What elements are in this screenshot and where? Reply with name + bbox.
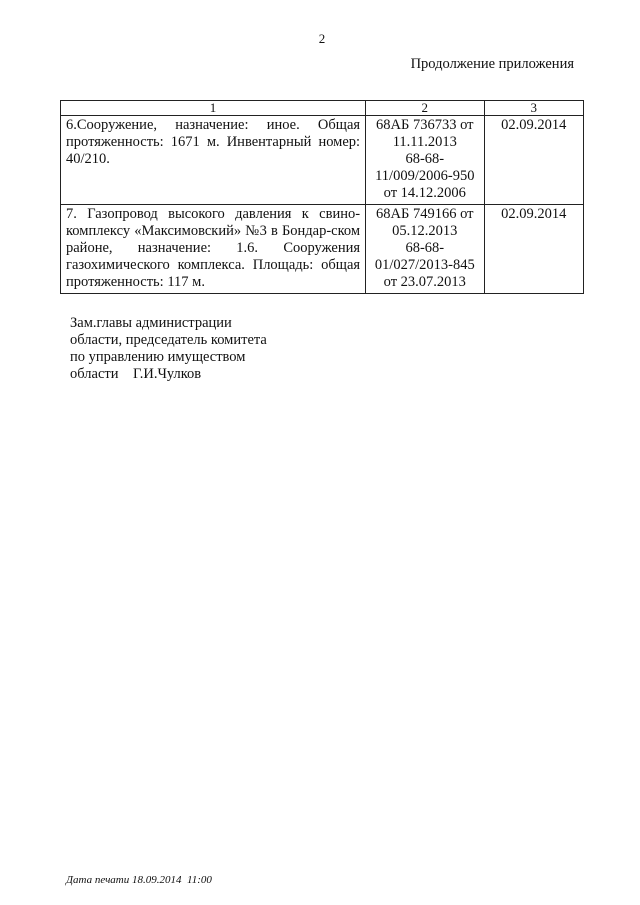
signature-block	[70, 315, 267, 383]
registration-line: 68АБ 749166 от	[376, 206, 474, 222]
row-date: 02.09.2014	[484, 116, 584, 205]
registration-line: от 23.07.2013	[383, 274, 466, 290]
table-row	[61, 116, 584, 205]
registration-line: 68АБ 736733 от	[376, 117, 474, 133]
registration-line: от 14.12.2006	[383, 185, 466, 201]
registration-line: 68-68-	[405, 151, 445, 167]
registration-line: 01/027/2013-845	[374, 257, 475, 273]
registration-line: 68-68-	[405, 240, 445, 256]
header-col-1: 1	[61, 101, 366, 116]
header-col-3: 3	[484, 101, 584, 116]
continuation-heading: Продолжение приложения	[410, 56, 574, 72]
header-col-2: 2	[366, 101, 484, 116]
table-header-row	[61, 101, 584, 116]
row-registration	[366, 205, 484, 294]
signature-line: области Г.И.Чулков	[70, 366, 202, 382]
row-description: 7. Газопровод высокого давления к свино-комплексу «Максимовский» №3 в Бондар-ском районе, назначение: 1.6. Сооружения газохимического комплекса. Площадь: общая протяженность: 117 м.	[61, 205, 366, 294]
signature-line: области, председатель комитета	[70, 332, 267, 348]
registration-line: 05.12.2013	[392, 223, 458, 239]
signature-line: Зам.главы администрации	[70, 315, 232, 331]
row-date: 02.09.2014	[484, 205, 584, 294]
registration-line: 11/009/2006-950	[375, 168, 475, 184]
page-number: 2	[318, 31, 326, 46]
appendix-table	[60, 100, 584, 294]
row-registration	[366, 116, 484, 205]
registration-line: 11.11.2013	[392, 134, 457, 150]
row-description: 6.Сооружение, назначение: иное. Общая протяженность: 1671 м. Инвентарный номер: 40/210.	[61, 116, 366, 205]
table-row	[61, 205, 584, 294]
print-date: Дата печати 18.09.2014 11:00	[66, 874, 212, 886]
signature-line: по управлению имуществом	[70, 349, 246, 365]
